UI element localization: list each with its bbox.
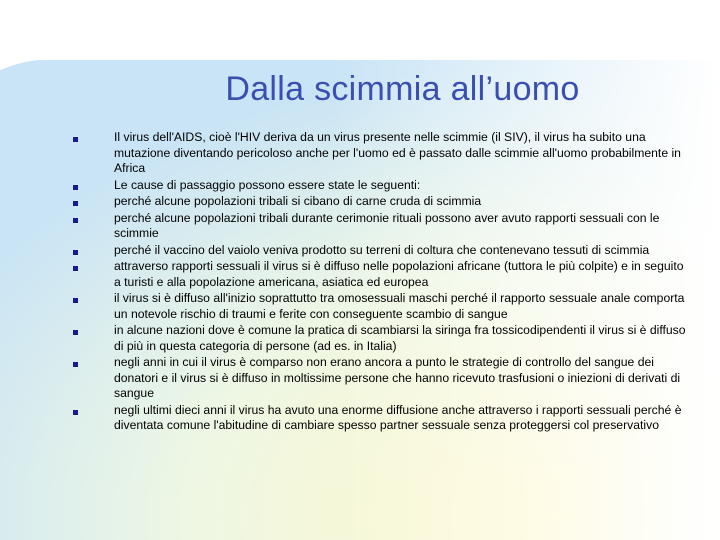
bullet-text: in alcune nazioni dove è comune la pratica di scambiarsi la siringa fra tossicodipendenti il virus si è diffuso di più in questa categoria di persone (ad es. in Italia) [114,323,686,353]
bullet-list [56,130,686,435]
bullet-text: negli anni in cui il virus è comparso non erano ancora a punto le strategie di controllo del sangue dei donatori e il virus si è diffuso in moltissime persone che hanno ricevuto trasfusioni o iniezioni di derivati di sangue [114,355,681,400]
bullet-text: negli ultimi dieci anni il virus ha avuto una enorme diffusione anche attraverso i rapporti sessuali perché è diventata comune l'abitudine di cambiare spesso partner sessuale senza proteggersi col preservativo [114,402,682,432]
list-item [56,291,686,322]
bullet-text: perché alcune popolazioni tribali si cibano di carne cruda di scimmia [114,194,482,208]
bullet-square-icon [73,137,78,142]
bullet-text: attraverso rapporti sessuali il virus si è diffuso nelle popolazioni africane (tuttora le più colpite) e in seguito a turisti e alla popolazione americana, asiatica ed europea [114,259,684,289]
bullet-square-icon [73,298,78,303]
bullet-text: il virus si è diffuso all'inizio soprattutto tra omosessuali maschi perché il rapporto sessuale anale comporta un notevole rischio di traumi e ferite con conseguente scambio di sangue [114,291,685,321]
bullet-square-icon [73,201,78,206]
bullet-square-icon [73,330,78,335]
list-item [56,355,686,402]
bullet-text: Le cause di passaggio possono essere state le seguenti: [114,177,421,192]
bullet-square-icon [73,266,78,271]
list-item [56,211,686,242]
bullet-square-icon [73,218,78,223]
list-item [56,130,686,177]
bullet-square-icon [73,185,78,190]
list-item [56,243,686,259]
bullet-square-icon [73,410,78,415]
list-item [56,178,686,194]
bullet-text: Il virus dell'AIDS, cioè l'HIV deriva da un virus presente nelle scimmie (il SIV), il virus ha subito una mutazione diventando pericoloso anche per l'uomo ed è passato dalle scimmie all'uomo probabilmente in Africa [114,130,681,175]
list-item [56,194,686,210]
bullet-text: perché alcune popolazioni tribali durante cerimonie rituali possono aver avuto rapporti sessuali con le scimmie [114,210,660,240]
bullet-square-icon [73,362,78,367]
list-item [56,259,686,290]
list-item [56,323,686,354]
bullet-text: perché il vaccino del vaiolo veniva prodotto su terreni di coltura che contenevano tessuti di scimmia [114,242,650,257]
bullet-square-icon [73,250,78,255]
slide-title: Dalla scimmia all’uomo [225,70,580,108]
list-item [56,403,686,434]
